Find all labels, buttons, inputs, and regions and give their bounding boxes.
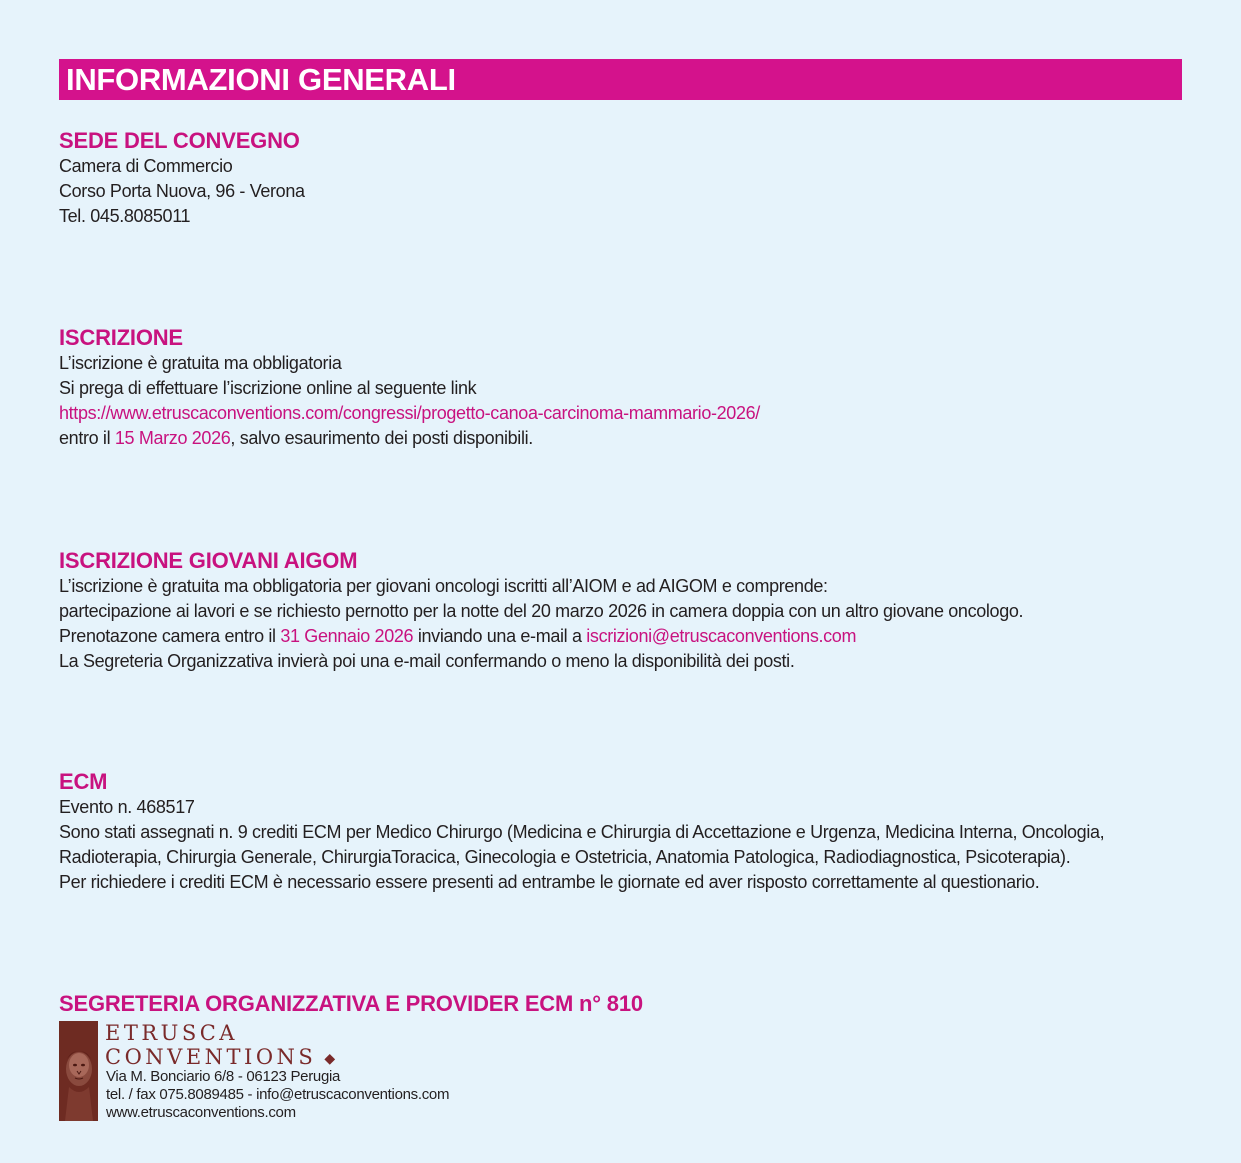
venue-section — [59, 128, 1189, 229]
etrusca-logo-block — [59, 1021, 759, 1123]
venue-heading: SEDE DEL CONVEGNO — [59, 128, 300, 153]
young-registration-text-1: L’iscrizione è gratuita ma obbligatoria per giovani oncologi iscritti all’AIOM e ad AIGOM e comprende: — [59, 576, 828, 596]
booking-email-link[interactable]: iscrizioni@etruscaconventions.com — [586, 626, 857, 646]
ecm-section — [59, 769, 1189, 895]
young-registration-text-4: La Segreteria Organizzativa invierà poi una e-mail confermando o meno la disponibilità dei posti. — [59, 651, 795, 671]
ecm-requirements-text: Per richiedere i crediti ECM è necessario essere presenti ad entrambe le giornate ed aver risposto correttamente al questionario. — [59, 872, 1040, 892]
page-title-banner: INFORMAZIONI GENERALI — [59, 59, 1182, 100]
young-registration-text-2: partecipazione ai lavori e se richiesto pernotto per la notte del 20 marzo 2026 in camera doppia con un altro giovane oncologo. — [59, 601, 1024, 621]
registration-online-text: Si prega di effettuare l’iscrizione online al seguente link — [59, 378, 477, 398]
young-registration-text-3 — [59, 624, 1189, 649]
deadline-prefix: entro il — [59, 428, 115, 448]
diamond-icon: ◆ — [324, 1050, 339, 1067]
deadline-date: 15 Marzo 2026 — [114, 428, 231, 448]
registration-deadline — [59, 426, 1189, 451]
venue-name: Camera di Commercio — [59, 156, 233, 176]
deadline-suffix: , salvo esaurimento dei posti disponibili. — [230, 428, 533, 448]
registration-heading: ISCRIZIONE — [59, 325, 183, 350]
registration-free-text: L’iscrizione è gratuita ma obbligatoria — [59, 353, 342, 373]
booking-date: 31 Gennaio 2026 — [280, 626, 414, 646]
secretariat-website[interactable]: www.etruscaconventions.com — [106, 1104, 296, 1121]
logo-text-conventions — [105, 1045, 339, 1071]
venue-phone: Tel. 045.8085011 — [59, 206, 191, 226]
logo-text-etrusca: ETRUSCA — [105, 1021, 238, 1045]
ecm-heading: ECM — [59, 769, 108, 794]
secretariat-section — [59, 991, 1189, 1017]
registration-section — [59, 325, 1189, 451]
ecm-event-number: Evento n. 468517 — [59, 797, 195, 817]
secretariat-phone-email: tel. / fax 075.8089485 - info@etruscaconventions.com — [106, 1086, 450, 1103]
venue-address: Corso Porta Nuova, 96 - Verona — [59, 181, 305, 201]
booking-prefix: Prenotazone camera entro il — [59, 626, 281, 646]
young-registration-heading: ISCRIZIONE GIOVANI AIGOM — [59, 548, 358, 573]
registration-link[interactable]: https://www.etruscaconventions.com/congressi/progetto-canoa-carcinoma-mammario-2026/ — [59, 403, 760, 423]
booking-middle: inviando una e-mail a — [413, 626, 587, 646]
secretariat-address: Via M. Bonciario 6/8 - 06123 Perugia — [106, 1068, 341, 1085]
young-registration-section — [59, 548, 1189, 674]
ecm-credits-text-2: Radioterapia, Chirurgia Generale, ChirurgiaToracica, Ginecologia e Ostetricia, Anatomia Patologica, Radiodiagnostica, Psicoterapia). — [59, 847, 1071, 867]
ecm-credits-text-1: Sono stati assegnati n. 9 crediti ECM per Medico Chirurgo (Medicina e Chirurgia di Accettazione e Urgenza, Medicina Interna, Oncologia, — [59, 822, 1105, 842]
etruscan-head-logo-icon — [59, 1021, 98, 1121]
logo-text-conventions-word: CONVENTIONS — [105, 1045, 317, 1069]
secretariat-heading: SEGRETERIA ORGANIZZATIVA E PROVIDER ECM n° 810 — [59, 991, 643, 1016]
